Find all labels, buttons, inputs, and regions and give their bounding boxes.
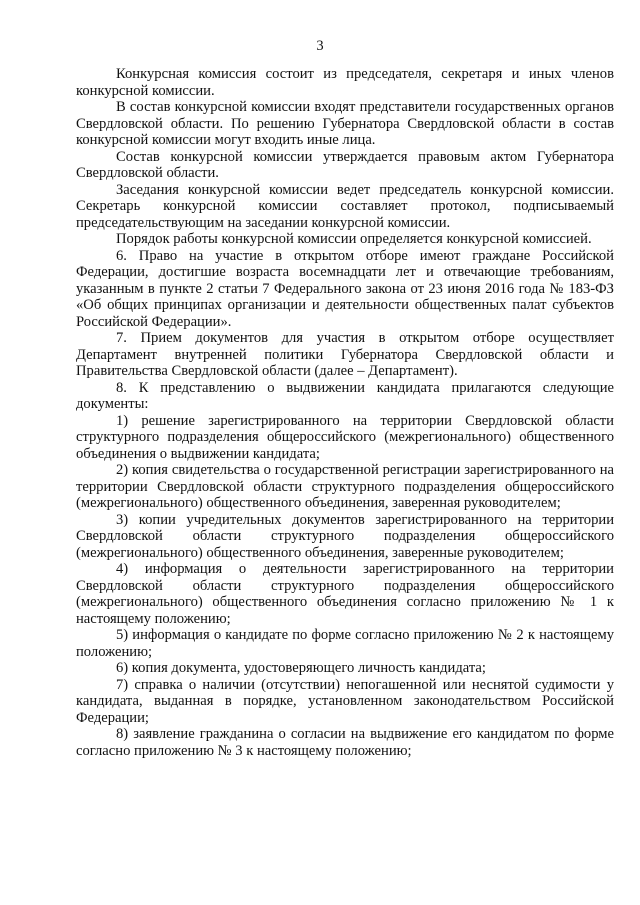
list-item-2: 2) копия свидетельства о государственной регистрации зарегистрированного на территории Свердловской области структурного подразделения общероссийского (межрегионального) общественного объединения, заверенная руководителем;	[76, 462, 614, 511]
list-item-7: 7) справка о наличии (отсутствии) непогашенной или неснятой судимости у кандидата, выданная в порядке, установленном законодательством Российской Федерации;	[76, 676, 614, 726]
list-item-4: 4) информация о деятельности зарегистрированного на территории Свердловской области структурного подразделения общероссийского (межрегионального) общественного объединения согласно приложению № 1 к настоящему положению;	[76, 561, 614, 627]
page-number: 3	[316, 38, 324, 54]
list-item-6: 6) копия документа, удостоверяющего личность кандидата;	[116, 660, 486, 676]
paragraph-commission-members: В состав конкурсной комиссии входят представители государственных органов Свердловской области. По решению Губернатора Свердловской области в состав конкурсной комиссии могут входить иные лица.	[76, 99, 614, 148]
list-item-8: 8) заявление гражданина о согласии на выдвижение его кандидатом по форме согласно приложению № 3 к настоящему положению;	[76, 726, 614, 759]
paragraph-commission-procedure: Порядок работы конкурсной комиссии определяется конкурсной комиссией.	[116, 231, 592, 247]
list-item-1: 1) решение зарегистрированного на территории Свердловской области структурного подразделения общероссийского (межрегионального) общественного объединения о выдвижении кандидата;	[76, 412, 614, 462]
paragraph-item-7: 7. Прием документов для участия в открытом отборе осуществляет Департамент внутренней политики Губернатора Свердловской области и Правительства Свердловской области (далее – Департамент).	[76, 330, 614, 379]
paragraph-item-8: 8. К представлению о выдвижении кандидата прилагаются следующие документы:	[76, 379, 614, 412]
document-body	[76, 66, 614, 759]
list-item-5: 5) информация о кандидате по форме согласно приложению № 2 к настоящему положению;	[76, 627, 614, 660]
paragraph-commission-approval: Состав конкурсной комиссии утверждается правовым актом Губернатора Свердловской области.	[76, 148, 614, 181]
list-item-3: 3) копии учредительных документов зарегистрированного на территории Свердловской области структурного подразделения общероссийского (межрегионального) общественного объединения, заверенные руководителем;	[76, 511, 614, 561]
paragraph-commission-meetings: Заседания конкурсной комиссии ведет председатель конкурсной комиссии. Секретарь конкурсной комиссии составляет протокол, подписываемый председательствующим на заседании конкурсной комиссии.	[76, 181, 614, 231]
paragraph-item-6: 6. Право на участие в открытом отборе имеют граждане Российской Федерации, достигшие возраста восемнадцати лет и отвечающие требованиям, указанным в пункте 2 статьи 7 Федерального закона от 23 июня 2016 года № 183-ФЗ «Об общих принципах организации и деятельности общественных палат субъектов Российской Федерации».	[76, 247, 614, 330]
paragraph-commission-composition: Конкурсная комиссия состоит из председателя, секретаря и иных членов конкурсной комиссии.	[76, 66, 614, 99]
